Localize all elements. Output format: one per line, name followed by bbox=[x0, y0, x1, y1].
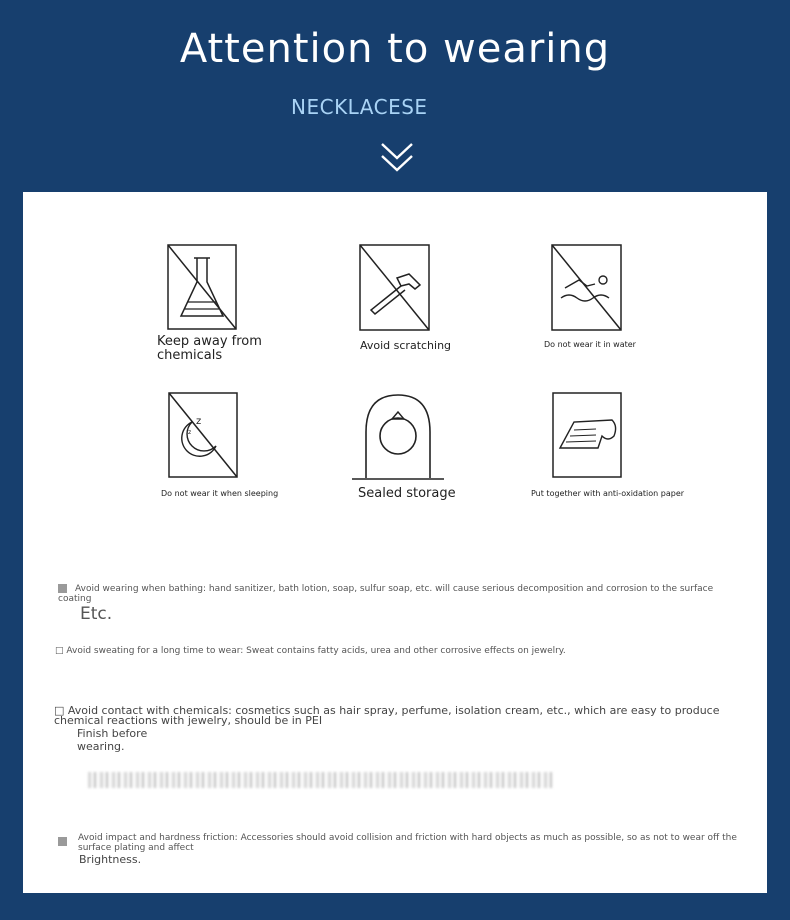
icon-label-storage: Sealed storage bbox=[358, 486, 456, 501]
icon-label-chemicals: Keep away from chemicals bbox=[157, 334, 262, 363]
note-chemicals: □ Avoid contact with chemicals: cosmetics such as hair spray, perfume, isolation cream, etc., which are easy to produce chemical reactions with jewelry, should be in PEI bbox=[54, 704, 720, 727]
icon-label-scratching: Avoid scratching bbox=[360, 339, 452, 352]
double-chevron-down-icon bbox=[380, 141, 414, 175]
note-bathing-etc: Etc. bbox=[80, 604, 113, 624]
paper-roll-icon bbox=[552, 392, 622, 478]
sealed-pouch-icon bbox=[350, 392, 446, 482]
no-sleeping-icon bbox=[168, 392, 238, 478]
bullet-square-icon bbox=[58, 584, 67, 593]
bullet-square-icon bbox=[58, 837, 67, 846]
no-chemicals-icon bbox=[167, 244, 237, 330]
icon-label-water: Do not wear it in water bbox=[544, 340, 636, 349]
svg-text:z: z bbox=[196, 416, 202, 427]
icon-label-anti-oxidation: Put together with anti-oxidation paper bbox=[531, 489, 685, 498]
note-chemicals-cont1: Finish before bbox=[77, 727, 148, 740]
note-impact-cont: Brightness. bbox=[79, 853, 142, 866]
page-title: Attention to wearing bbox=[179, 26, 611, 72]
blurred-text-strip bbox=[88, 772, 553, 788]
note-impact: Avoid impact and hardness friction: Accessories should avoid collision and friction with hard objects as much as possible, so as not to wear off the surface plating and affect bbox=[58, 833, 748, 853]
no-swimming-icon bbox=[551, 244, 622, 331]
note-sweating: □ Avoid sweating for a long time to wear: Sweat contains fatty acids, urea and other corrosive effects on jewelry. bbox=[55, 646, 566, 656]
note-bathing: Avoid wearing when bathing: hand sanitizer, bath lotion, soap, sulfur soap, etc. will cause serious decomposition and corrosion to the surface coating bbox=[58, 584, 714, 604]
note-chemicals-cont2: wearing. bbox=[77, 740, 125, 753]
svg-text:z: z bbox=[188, 429, 192, 436]
icon-label-sleeping: Do not wear it when sleeping bbox=[161, 489, 279, 498]
product-subtitle: NECKLACESE bbox=[291, 95, 428, 119]
no-hammer-icon bbox=[359, 244, 430, 331]
